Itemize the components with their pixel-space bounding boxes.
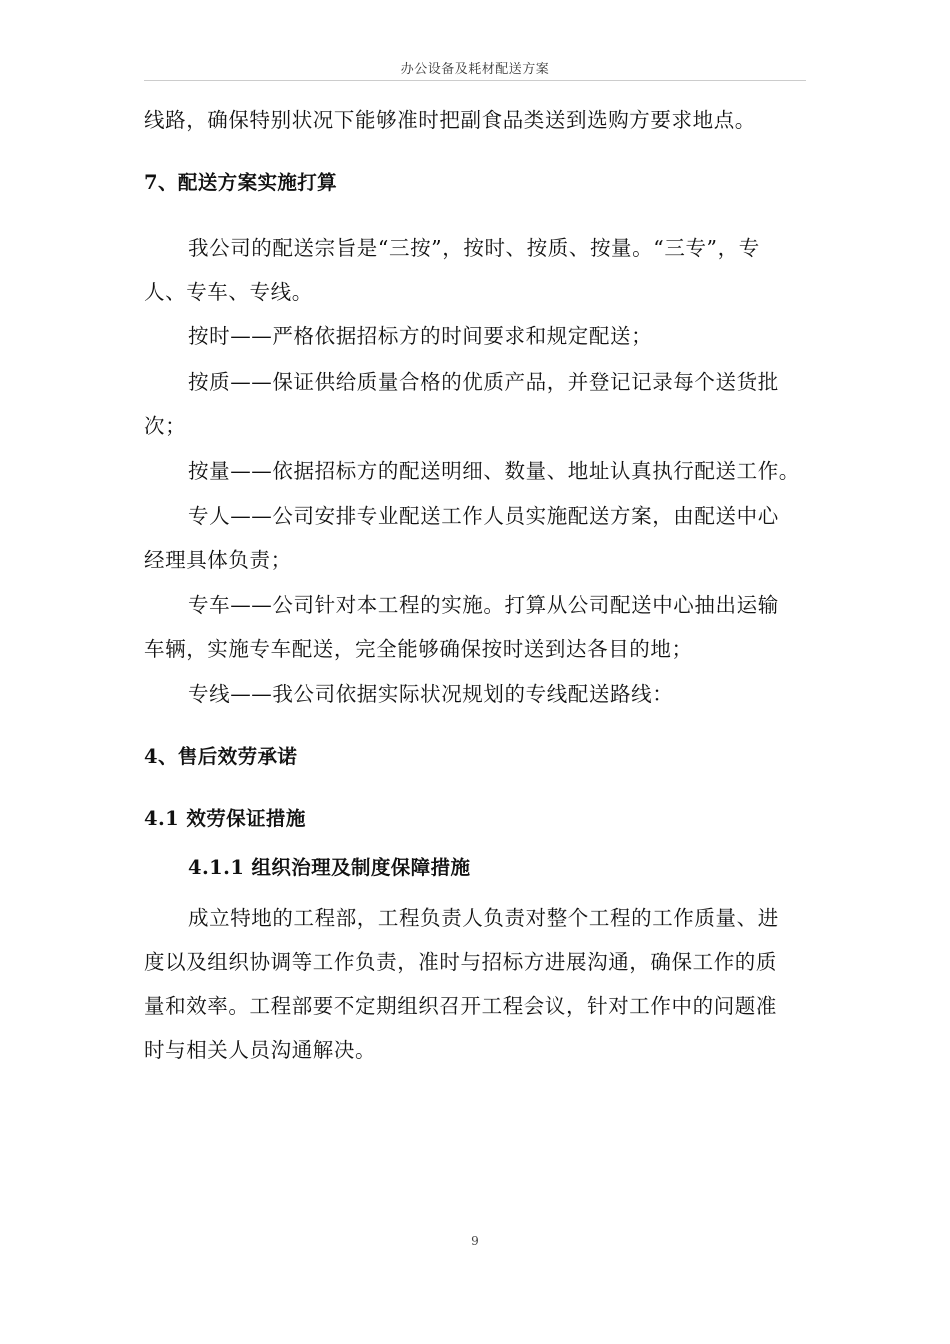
paragraph-line: 专人——公司安排专业配送工作人员实施配送方案，由配送中心 (188, 504, 779, 528)
paragraph-line: 时与相关人员沟通解决。 (144, 1038, 377, 1062)
section-heading-7: 7、配送方案实施打算 (144, 171, 338, 194)
page-header: 办公设备及耗材配送方案 (400, 62, 550, 77)
paragraph-line: 次； (144, 414, 187, 438)
paragraph-line: 成立特地的工程部，工程负责人负责对整个工程的工作质量、进 (188, 906, 779, 930)
paragraph-line: 度以及组织协调等工作负责，准时与招标方进展沟通，确保工作的质 (144, 950, 777, 974)
paragraph-line: 人、专车、专线。 (144, 280, 313, 304)
paragraph-line: 经理具体负责； (144, 548, 292, 572)
section-heading-4-1-1: 4.1.1 组织治理及制度保障措施 (188, 856, 471, 879)
paragraph-line: 线路，确保特别状况下能够准时把副食品类送到选购方要求地点。 (144, 108, 756, 132)
section-heading-4: 4、售后效劳承诺 (144, 745, 298, 768)
paragraph-line: 车辆，实施专车配送，完全能够确保按时送到达各目的地； (144, 637, 693, 661)
header-divider (144, 80, 806, 81)
paragraph-line: 我公司的配送宗旨是“三按”，按时、按质、按量。“三专”，专 (188, 236, 760, 260)
paragraph-line: 专车——公司针对本工程的实施。打算从公司配送中心抽出运输 (188, 593, 779, 617)
paragraph-line: 按时——严格依据招标方的时间要求和规定配送； (188, 324, 653, 348)
paragraph-line: 按质——保证供给质量合格的优质产品，并登记记录每个送货批 (188, 370, 779, 394)
paragraph-line: 按量——依据招标方的配送明细、数量、地址认真执行配送工作。 (188, 459, 800, 483)
page-number: 9 (471, 1234, 479, 1248)
paragraph-line: 专线——我公司依据实际状况规划的专线配送路线： (188, 682, 674, 706)
paragraph-line: 量和效率。工程部要不定期组织召开工程会议，针对工作中的问题准 (144, 994, 777, 1018)
section-heading-4-1: 4.1 效劳保证措施 (144, 807, 306, 830)
